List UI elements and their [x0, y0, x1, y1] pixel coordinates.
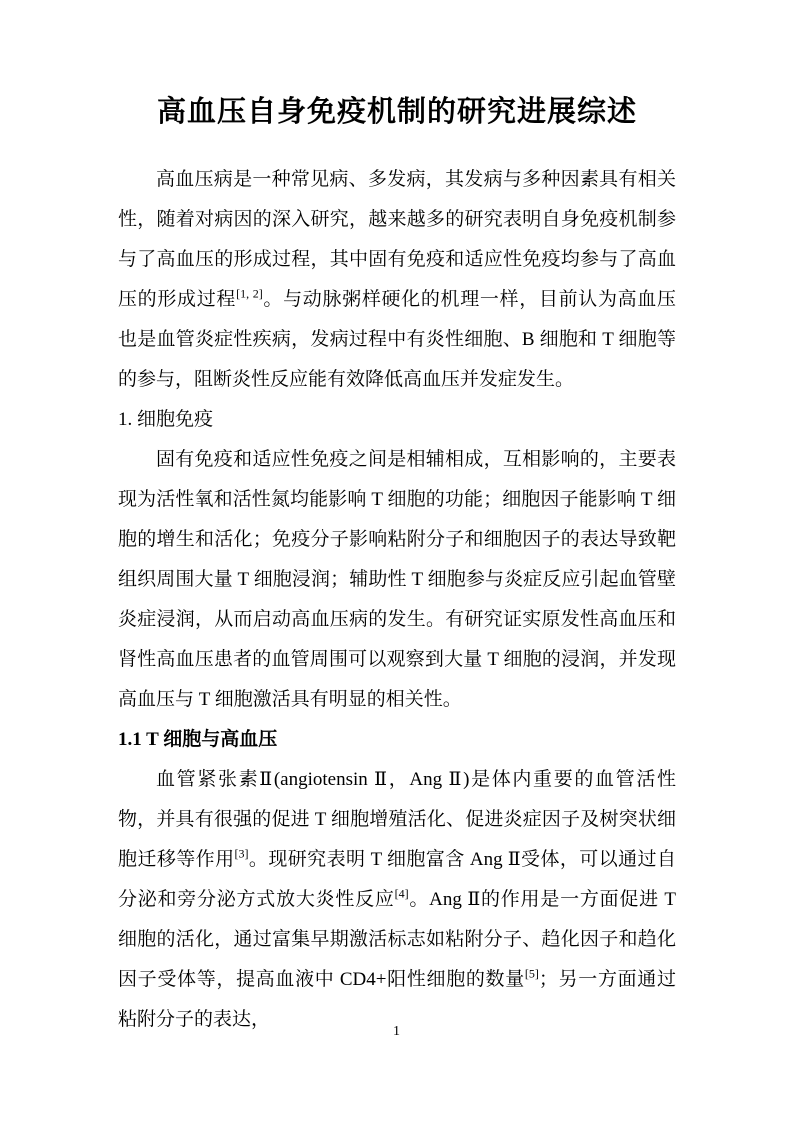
paragraph-tcell-text-4: ；另一方面通过粘附分子的表达，: [118, 969, 676, 1030]
paragraph-intro: [118, 160, 676, 400]
paragraph-tcell-text-1: 血管紧张素Ⅱ(angiotensin Ⅱ，Ang Ⅱ)是体内重要的血管活性物，并具有很强的促进 T 细胞增殖活化、促进炎症因子及树突状细胞迁移等作用: [118, 769, 676, 870]
paragraph-cellular-immunity: 固有免疫和适应性免疫之间是相辅相成，互相影响的，主要表现为活性氧和活性氮均能影响 T 细胞的功能；细胞因子能影响 T 细胞的增生和活化；免疫分子影响粘附分子和细胞因子的表达导致靶组织周围大量 T 细胞浸润；辅助性 T 细胞参与炎症反应引起血管壁炎症浸润，从而启动高血压病的发生。有研究证实原发性高血压和肾性高血压患者的血管周围可以观察到大量 T 细胞的浸润，并发现高血压与 T 细胞激活具有明显的相关性。: [118, 449, 676, 710]
paragraph-tcell: [118, 760, 676, 1040]
paragraph-intro-text-1: 高血压病是一种常见病、多发病，其发病与多种因素具有相关性，随着对病因的深入研究，越来越多的研究表明自身免疫机制参与了高血压的形成过程，其中固有免疫和适应性免疫均参与了高血压的形成过程: [118, 169, 676, 310]
citation-ref-1-2: [1, 2]: [236, 286, 263, 301]
document-title: 高血压自身免疫机制的研究进展综述: [156, 96, 637, 128]
paragraph-tcell-text-2: 。现研究表明 T 细胞富含 Ang Ⅱ受体，可以通过自分泌和旁分泌方式放大炎性反应: [118, 849, 676, 910]
section-heading-cellular-immunity: 1. 细胞免疫: [118, 409, 214, 430]
paragraph-intro-text-2: 。与动脉粥样硬化的机理一样，目前认为高血压也是血管炎症性疾病，发病过程中有炎性细胞、B 细胞和 T 细胞等的参与，阻断炎性反应能有效降低高血压并发症发生。: [118, 289, 676, 390]
page-number: 1: [393, 1024, 400, 1039]
citation-ref-5: [5]: [524, 966, 539, 981]
citation-ref-4: [4]: [394, 886, 409, 901]
section-heading-tcell-hypertension: 1.1 T 细胞与高血压: [118, 729, 278, 750]
citation-ref-3: [3]: [234, 846, 249, 861]
document-content: [118, 0, 676, 1040]
paragraph-tcell-text-3: 。Ang Ⅱ的作用是一方面促进 T 细胞的活化，通过富集早期激活标志如粘附分子、趋化因子和趋化因子受体等，提高血液中 CD4+阳性细胞的数量: [118, 889, 676, 990]
